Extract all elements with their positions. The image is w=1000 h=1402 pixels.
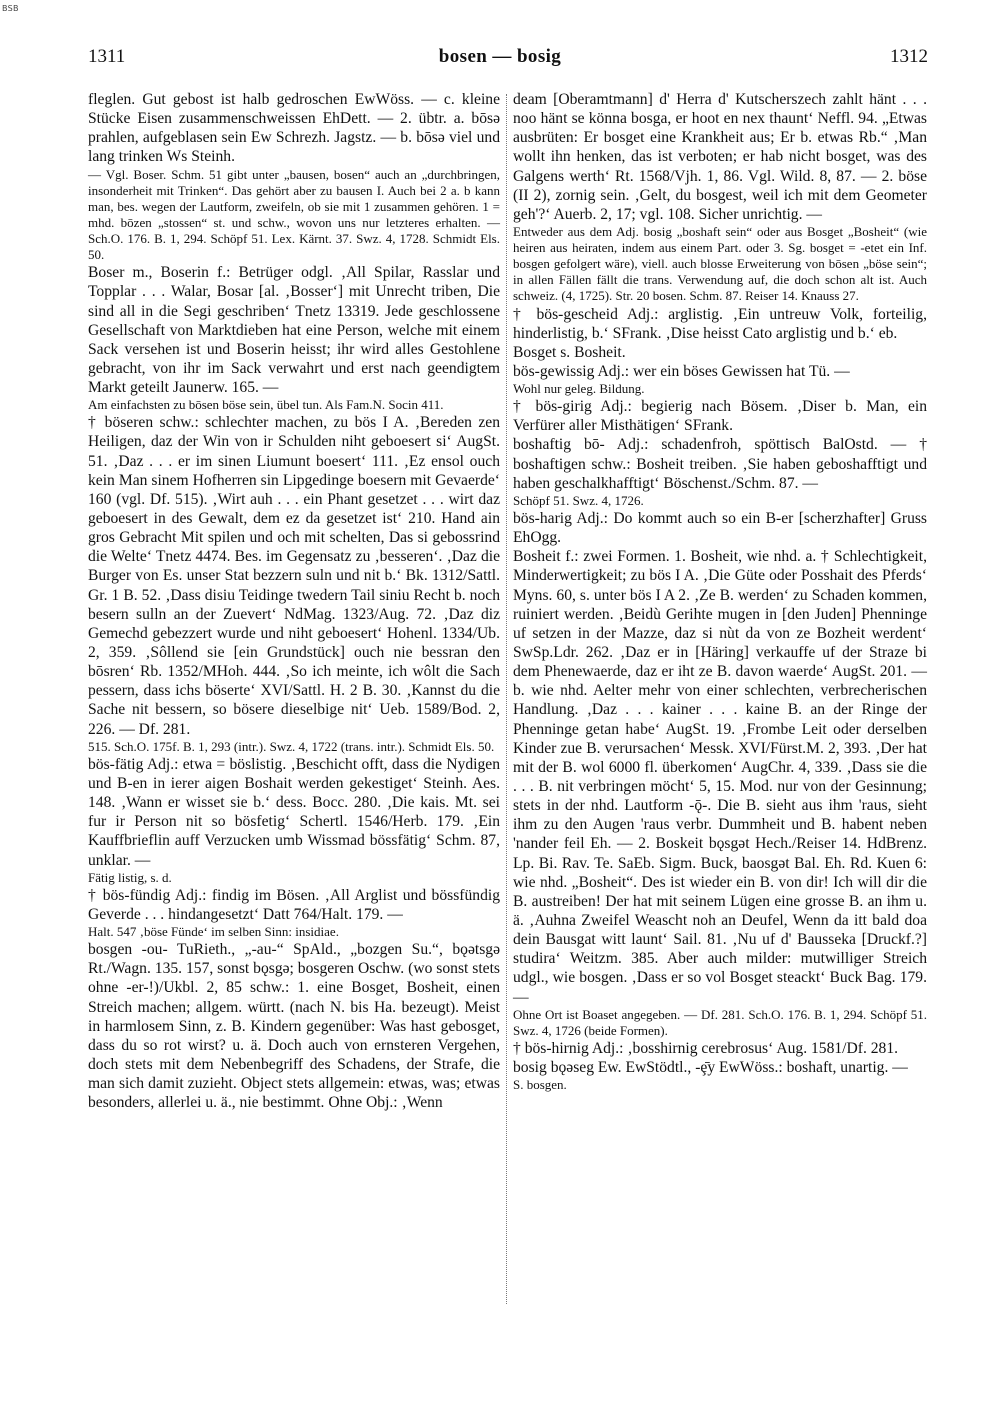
page-number-right: 1312 <box>890 46 928 67</box>
column-divider <box>506 94 507 1304</box>
note-paragraph: Fätig listig, s. d. <box>88 869 172 885</box>
entry-paragraph: bös-harig Adj.: Do kommt auch so ein B-er [scherzhafter] Gruss EhOgg. <box>513 510 927 547</box>
note-paragraph: Ohne Ort ist Boaset angegeben. — Df. 281. Sch.O. 176. B. 1, 294. Schöpf 51. Swz. 4, 1726 (beide Formen). <box>513 1006 927 1038</box>
left-column <box>88 90 500 1112</box>
entry-paragraph: fleglen. Gut gebost ist halb gedroschen EwWöss. — c. kleine Stücke Eisen zusammenschweissen EhDett. — 2. übtr. a. bōsə prahlen, aufgeblasen sein Ew Schrezh. Jagstz. — b. bōsə viel und lang trinken Ws Steinh. <box>88 91 500 166</box>
note-paragraph: Halt. 547 ‚böse Fünde‘ im selben Sinn: insidiae. <box>88 924 339 940</box>
entry-paragraph: † bös-gescheid Adj.: arglistig. ‚Ein untreuw Volk, forteilig, hinderlistig, b.‘ SFrank. ‚Dise heisst Cato arglistig und b.‘ eb. <box>513 305 927 342</box>
entry-paragraph: Bosget s. Bosheit. <box>513 343 626 361</box>
entry-paragraph: boshaftig bō- Adj.: schadenfroh, spöttisch BalOstd. — † boshaftigen schw.: Bosheit treiben. ‚Sie haben geboshafftigt und haben geschalkhafftigt‘ Böschenst./Schm. 87. — <box>513 436 927 492</box>
right-column <box>513 90 927 1093</box>
note-paragraph: S. bosgen. <box>513 1077 567 1093</box>
note-paragraph: Schöpf 51. Swz. 4, 1726. <box>513 492 644 508</box>
note-paragraph: Am einfachsten zu bōsen böse sein, übel tun. Als Fam.N. Socin 411. <box>88 397 444 413</box>
entry-paragraph: deam [Oberamtmann] d' Herra d' Kutscherszech zahlt hänt . . . noo hänt se könna bosga, er hoot en nex thaunt‘ Neffl. 94. „Etwas ausbrüten: Er bosget eine Krankheit aus; Er b. etwas Rb.“ ‚Man wollt ihn henken, das ist verboten; er hab nicht bosget, was des Galgens werth‘ Rt. 1568/Vjh. 1, 86. Vgl. Wild. 8, 87. — 2. böse (II 2), zornig sein. ‚Gelt, du bosgest, weil ich mit dem Geometer geh'?‘ Auerb. 2, 17; vgl. 108. Sicher unrichtig. — <box>513 91 927 223</box>
entry-paragraph: † bös-fündig Adj.: findig im Bösen. ‚All Arglist und bössfündig Geverde . . . hindangesetzt‘ Datt 764/Halt. 179. — <box>88 886 500 923</box>
entry-paragraph: bosig bǫǝseg Ew. EwStödtl., -ȩ̄y EwWöss.: boshaft, unartig. — <box>513 1059 908 1077</box>
entry-paragraph: bosgen -ou- TuRieth., „-au-“ SpAld., „bozgen Su.“, bǫǝtsgǝ Rt./Wagn. 135. 157, sonst bǫsgǝ; bosgeren Oschw. (wo sonst stets ohne -er-!)/Ukbl. 2, 85 schw.: 1. eine Bosget, Bosheit, einen Streich machen; allgem. württ. (nach N. bis Ha. bezeugt). Meist in harmlosem Sinn, z. B. Kindern gegenüber: Was hast gebosget, dass du so rot wirst? u. ä. Doch auch von ernsteren Vergehen, doch stets mit dem Nebenbegriff des Schadens, der Strafe, die man sich damit zuzieht. Object stets allgemein: etwas, was; etwas besonders, allerlei u. ä., nie bestimmt. Ohne Obj.: ‚Wenn <box>88 941 500 1112</box>
entry-paragraph: † böseren schw.: schlechter machen, zu bös I A. ‚Bereden zen Heiligen, daz der Win von ir Schulden niht geboesert si‘ AugSt. 51. ‚Daz . . . er im sinen Liumunt boesert‘ 111. ‚Ez ensol ouch kein Man sinem Hofherren sin Lipgedinge boesern mit Gevaerde‘ 160 (vgl. Df. 515). ‚Wirt auh . . . ein Phant gesetzet . . . wirt daz geboesert in des Gewalt, dem ez da gesetzet ist‘ 210. Hand ain gros Gebracht Mit spilen und och mit schelten, Das si gebossrind die Welte‘ Tnetz 4474. Bes. im Gegensatz zu ‚besseren‘. ‚Daz die Burger von Es. unser Stat bezzern suln und nit b.‘ Bk. 1312/Sattl. Gr. 1 B. 52. ‚Dass disiu Teidinge twedern Tail siniu Recht b. noch besern sulln an der Zuevert‘ NdMag. 1323/Aug. 72. ‚Daz diz Gemechd gebezzert wurde und niht geboesert‘ Hohenl. 1334/Ub. 2, 359. ‚Sôllend sie [ein Grundstück] ouch nie bessran den bōsren‘ Rb. 1352/MHoh. 444. ‚So ich meinte, ich wôlt die Sach pessern, dass ichs böserte‘ XVI/Sattl. H. 2 B. 30. ‚Kannst du die Sache nit bessern, so bösere dieselbige nit‘ Ueb. 1589/Bod. 2, 226. — Df. 281. <box>88 414 500 738</box>
note-paragraph: Wohl nur geleg. Bildung. <box>513 381 645 397</box>
entry-paragraph: † bös-girig Adj.: begierig nach Bösem. ‚Diser b. Man, ein Verfürer aller Misthätigen‘ SFrank. <box>513 398 927 435</box>
page-number-left: 1311 <box>88 46 126 67</box>
entry-paragraph: † bös-hirnig Adj.: ‚bosshirnig cerebrosus‘ Aug. 1581/Df. 281. <box>513 1039 899 1057</box>
entry-paragraph: Boser m., Boserin f.: Betrüger odgl. ‚All Spilar, Rasslar und Topplar . . . Walar, Bosar [al. ‚Bosser‘] mit Unrecht triben, Die sind all in die Segi geschriben‘ Tnetz 13319. Jede geschlossene Gesellschaft von Marktdieben hat eine Person, welche mit einem Sack versehen ist und Boserin heisst; ihr wird alles Gestohlene gebracht, von ihr im Sack verwahrt und erst nach geendigtem Markt geteilt Jaunerw. 165. — <box>88 264 500 397</box>
note-paragraph: 515. Sch.O. 175f. B. 1, 293 (intr.). Swz. 4, 1722 (trans. intr.). Schmidt Els. 50. <box>88 738 495 754</box>
entry-paragraph: bös-fätig Adj.: etwa = böslistig. ‚Beschicht offt, dass die Nydigen und B-en in ierer aigen Boshait werden gekestiget‘ Steinh. Aes. 148. ‚Wann er wisset sie b.‘ dess. Bocc. 280. ‚Die kais. Mt. sei fur ir Person nit so bösfetig‘ Schertl. 1546/Herb. 179. ‚Ein Kauffbrieflin auff Verzucken umb Wissmad bössfätig‘ Schm. 87, unklar. — <box>88 755 500 869</box>
running-title: bosen — bosig <box>438 46 562 67</box>
note-paragraph: Entweder aus dem Adj. bosig „boshaft sein“ oder aus Bosget „Bosheit“ (wie heiren aus heiraten, indem aus einem Part. oder 3. Sg. bosget = -etet ein Inf. bosgen gefolgert wäre), viell. auch blosse Erweiterung von bōsen „böse sein“; in allen Fällen fällt die trans. Verwendung auf, die doch schon alt ist. Auch schweiz. (4, 1725). Str. 20 bosen. Schm. 87. Reiser 14. Knauss 27. <box>513 223 927 304</box>
page-header <box>0 40 1000 70</box>
entry-paragraph: Bosheit f.: zwei Formen. 1. Bosheit, wie nhd. a. † Schlechtigkeit, Minderwertigkeit; zu bös I A. ‚Die Güte oder Posshait des Pferds‘ Myns. 60, s. unter bös I A 2. ‚Ze B. werden‘ zu Schaden kommen, ruiniert werden. ‚Beidù Gerihte mugen in [den Juden] Phenninge uf setzen in der Mazze, daz si nùt da von ze Bozheit werdent‘ SwSp.Ldr. 262. ‚Daz er in [Häring] verkauffe uf der Straze bi dem Phenewaerde, daz er iht ze B. davon waerde‘ AugSt. 201. — b. wie nhd. Aelter mehr von einer schlechten, verbrecherischen Handlung. ‚Daz . . . kainer . . . kaine B. an der Ringe der Phenninge getan habe‘ AugSt. 19. ‚Frombe Leit oder derselben Kinder zue B. verursachen‘ Messk. XVI/Fürst.M. 2, 393. ‚Der hat mit der B. wol 6000 fl. überkomen‘ AugChr. 4, 339. ‚Dass sie die . . . B. nit verbringen möcht‘ 5, 15. Mod. nur von der Gesinnung; stets in der nhd. Lautform -ǭ-. Die B. sieht aus ihm 'raus, sieht ihm zu den Augen 'raus verbr. Dummheit und B. habent neben 'nander feil Eh. — 2. Boskeit bǫsgǝt Hech./Reiser 14. HdBrenz. Lp. Bi. Rav. Te. SaEb. Sigm. Buck, baosgǝt Bal. Eh. Rd. Kuen 6: wie nhd. „Bosheit“. Des ist wieder ein B. von dir! Ich will dir die B. austreiben! Der hat mit seinem Lügen eine grosse B. an ihm u. ä. ‚Auhna Zweifel Weascht noh an Deufel, Wenn da itt bald doa dein Bausgat witt launt‘ Sail. 81. ‚Nu uf d' Bausseka [Druckf.?] studira‘ Weitzm. 385. Aber auch milder: mutwilliger Streich udgl., wie bosgen. ‚Dass er so vol Bosget steackt‘ Buck Bag. 179. — <box>513 548 927 1006</box>
library-stamp: BSB <box>2 4 19 13</box>
note-paragraph: — Vgl. Boser. Schm. 51 gibt unter „bausen, bosen“ auch an „durchbringen, insonderheit mit Trinken“. Das gehört aber zu bausen I. Auch bei 2 a. b kann man, bes. wegen der Lautform, zweifeln, ob sie mit 1 zusammen gehören. 1 = mhd. bōzen „stossen“ st. und schw., wovon uns nur letzteres erhalten. — Sch.O. 176. B. 1, 294. Schöpf 51. Lex. Kärnt. 37. Swz. 4, 1728. Schmidt Els. 50. <box>88 166 500 263</box>
entry-paragraph: bös-gewissig Adj.: wer ein böses Gewissen hat Tü. — <box>513 362 850 380</box>
